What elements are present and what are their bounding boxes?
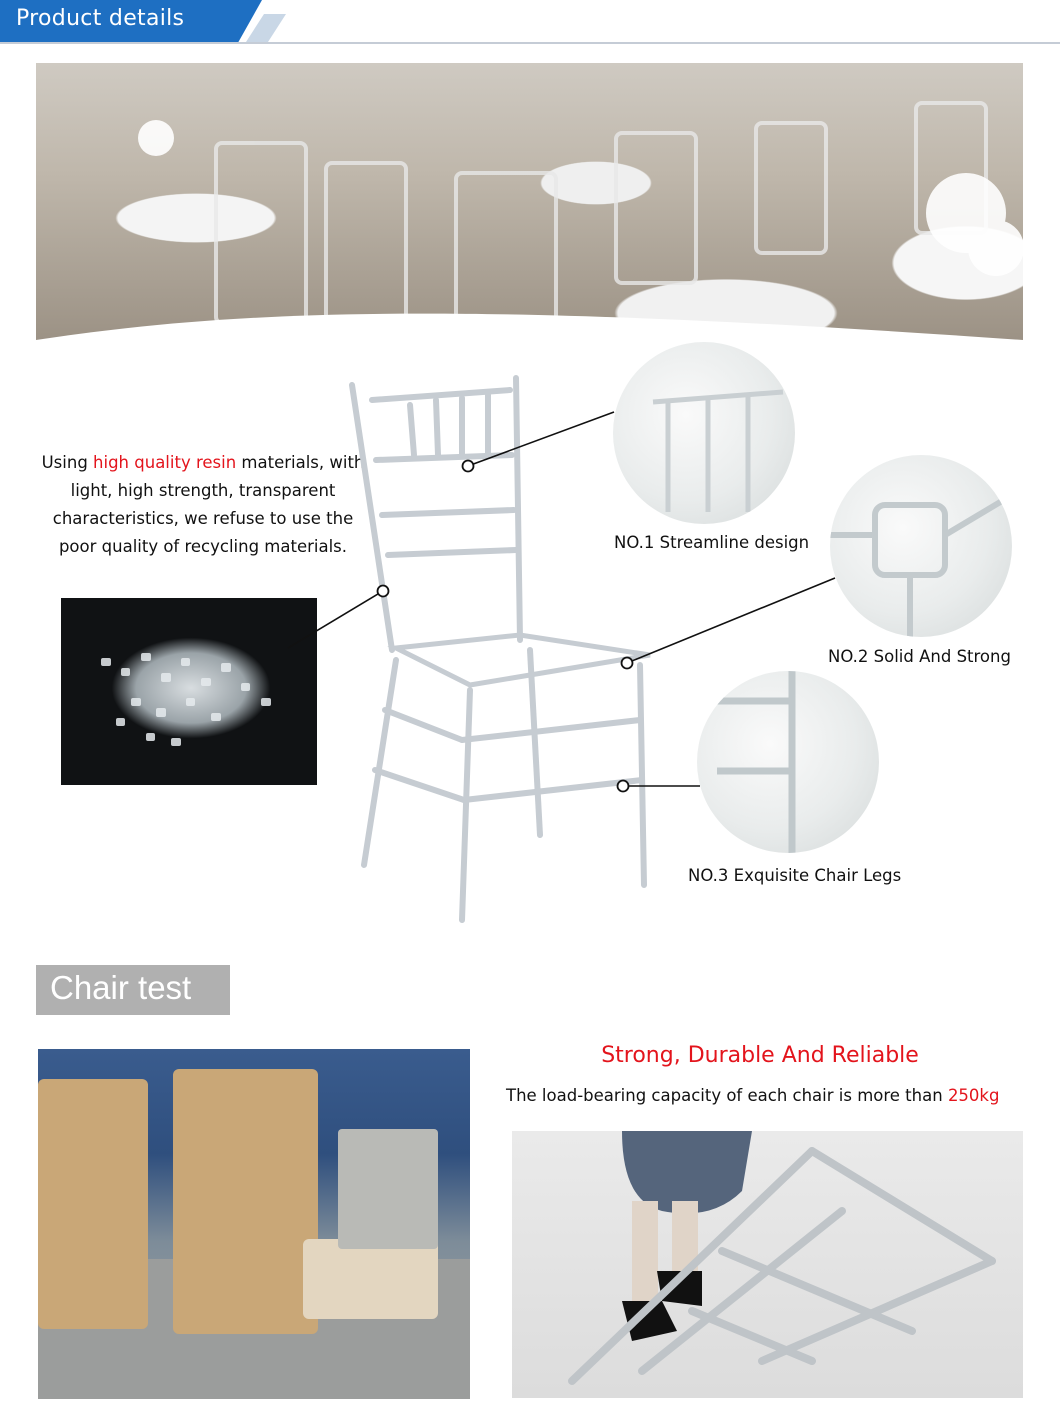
- intro-highlight: high quality resin: [93, 453, 237, 472]
- sack-stack-left: [38, 1079, 148, 1329]
- page-title: Product details: [16, 6, 185, 31]
- intro-text-after: materials, with light, high strength, transparent characteristics, we refuse to use the poor quality of recycling materials.: [52, 453, 365, 556]
- banquet-chairs-illustration: [36, 63, 1023, 340]
- feature-label-3: NO.3 Exquisite Chair Legs: [688, 866, 902, 885]
- load-test-photo: [38, 1049, 470, 1399]
- detail-joint-photo: [830, 455, 1012, 637]
- header-banner-accent: [246, 14, 286, 42]
- chair-test-title: Chair test: [50, 969, 192, 1006]
- load-capacity-value: 250kg: [947, 1086, 1000, 1105]
- feature-label-2: NO.2 Solid And Strong: [828, 647, 1011, 666]
- stand-test-illustration: [512, 1131, 1023, 1398]
- chair-illustration: [352, 378, 650, 920]
- banquet-hall-photo: [36, 63, 1023, 340]
- sack-stack-center: [173, 1069, 318, 1334]
- detail-legs-photo: [697, 671, 879, 853]
- detail-backrest-photo: [613, 342, 795, 524]
- intro-text-before: Using: [41, 453, 94, 472]
- header-divider: [0, 42, 1060, 44]
- feature-label-1: NO.1 Streamline design: [614, 533, 810, 552]
- sack-pile-right: [303, 1239, 438, 1319]
- machine: [338, 1129, 438, 1249]
- stand-test-photo: [512, 1131, 1023, 1398]
- load-capacity-text: [506, 1086, 999, 1105]
- load-capacity-description: The load-bearing capacity of each chair is more than: [506, 1086, 948, 1105]
- strong-headline: Strong, Durable And Reliable: [601, 1043, 919, 1068]
